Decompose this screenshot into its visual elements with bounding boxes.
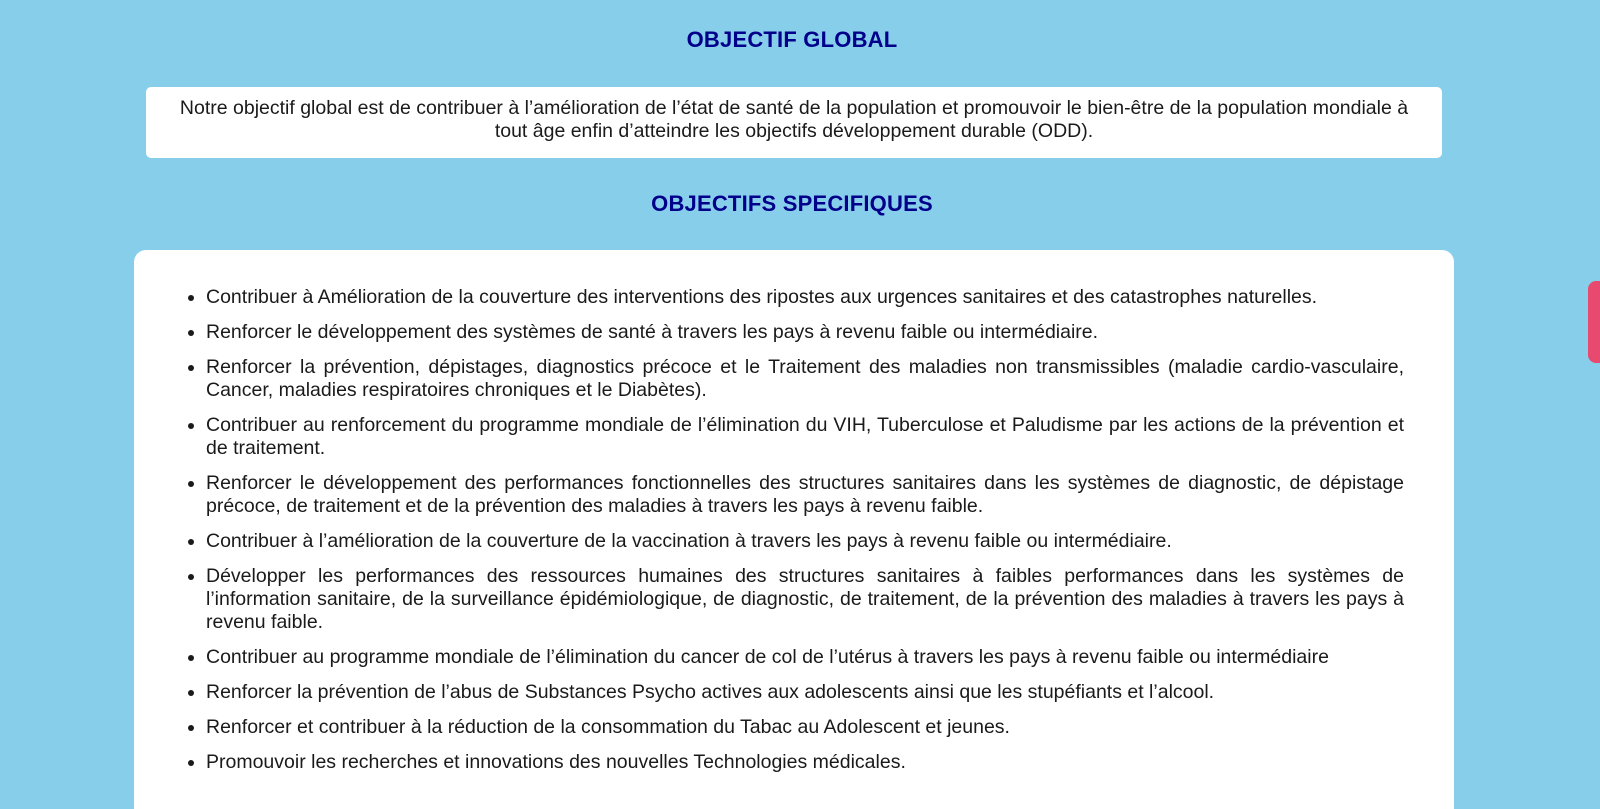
list-item: • Renforcer le développement des systèmes de santé à travers les pays à revenu faible ou intermédiaire. (206, 321, 1404, 344)
list-item: • Contribuer au programme mondiale de l’élimination du cancer de col de l’utérus à travers les pays à revenu faible ou intermédiaire (206, 646, 1404, 669)
specific-objectives-box (134, 250, 1454, 809)
list-item: • Renforcer la prévention de l’abus de Substances Psycho actives aux adolescents ainsi que les stupéfiants et l’alcool. (206, 681, 1404, 704)
global-objective-title: OBJECTIF GLOBAL (686, 27, 898, 52)
list-item: • Contribuer au renforcement du programme mondiale de l’élimination du VIH, Tuberculose et Paludisme par les actions de la prévention et de traitement. (206, 414, 1404, 460)
global-objective-box (146, 87, 1442, 158)
scrollbar-track[interactable] (1584, 0, 1600, 809)
list-item: • Développer les performances des ressources humaines des structures sanitaires à faibles performances dans les systèmes de l’information sanitaire, de la surveillance épidémiologique, de diagnostic, de traitement, de la prévention des maladies à travers les pays à revenu faible. (206, 565, 1404, 634)
scrollbar-thumb[interactable] (1588, 281, 1600, 363)
list-item: • Promouvoir les recherches et innovations des nouvelles Technologies médicales. (206, 751, 1404, 774)
list-item: • Renforcer le développement des performances fonctionnelles des structures sanitaires dans les systèmes de diagnostic, de dépistage précoce, de traitement et de la prévention des maladies à travers les pays à revenu faible. (206, 472, 1404, 518)
global-objective-text: Notre objectif global est de contribuer à l’amélioration de l’état de santé de la population et promouvoir le bien-être de la population mondiale à tout âge enfin d’atteindre les objectifs développement durable (ODD). (179, 97, 1409, 142)
list-item: • Renforcer et contribuer à la réduction de la consommation du Tabac au Adolescent et jeunes. (206, 716, 1404, 739)
specific-objectives-title: OBJECTIFS SPECIFIQUES (651, 191, 933, 216)
list-item: • Renforcer la prévention, dépistages, diagnostics précoce et le Traitement des maladies non transmissibles (maladie cardio-vasculaire, Cancer, maladies respiratoires chroniques et le Diabètes). (206, 356, 1404, 402)
list-item: • Contribuer à l’amélioration de la couverture de la vaccination à travers les pays à revenu faible ou intermédiaire. (206, 530, 1404, 553)
specific-objectives-list (172, 286, 1404, 774)
list-item: • Contribuer à Amélioration de la couverture des interventions des ripostes aux urgences sanitaires et des catastrophes naturelles. (206, 286, 1404, 309)
